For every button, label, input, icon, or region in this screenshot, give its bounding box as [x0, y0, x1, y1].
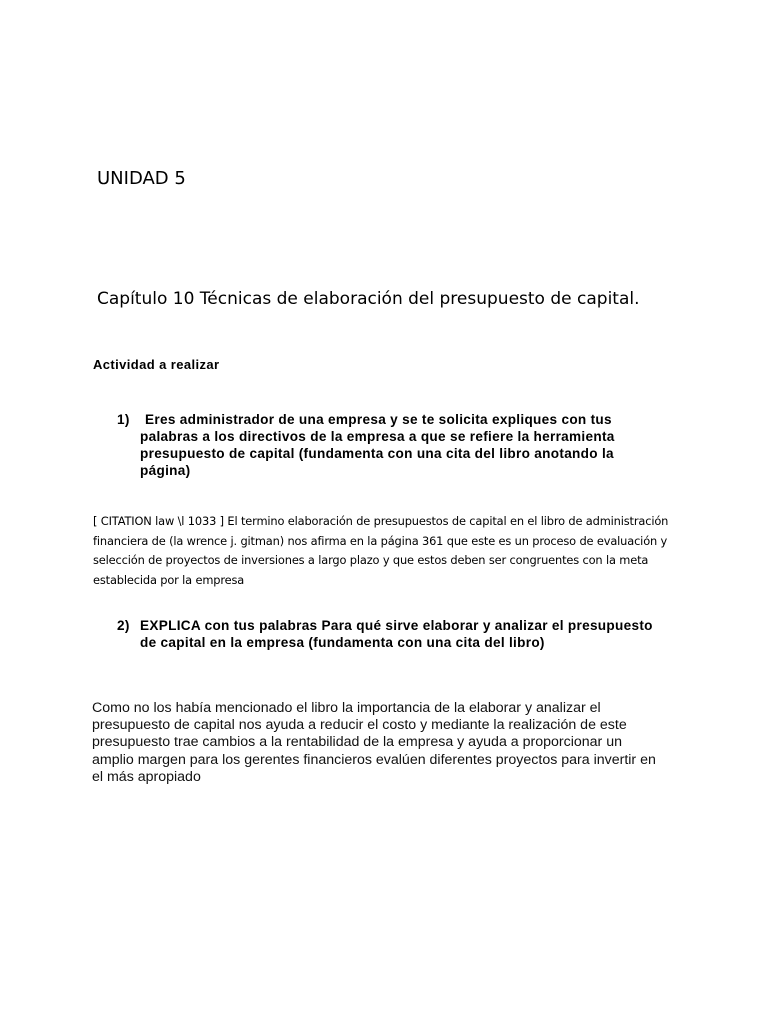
- question-1: [117, 411, 662, 479]
- question-2: [117, 617, 662, 651]
- answer-2: Como no los había mencionado el libro la importancia de la elaborar y analizar el presupuesto de capital nos ayuda a reducir el costo y mediante la realización de este presupuesto trae cambios a la rentabilidad de la empresa y ayuda a proporcionar un amplio margen para los gerentes financieros evalúen diferentes proyectos para invertir en el más apropiado: [92, 700, 656, 785]
- unit-title: UNIDAD 5: [97, 168, 186, 189]
- question-number: 1): [117, 412, 130, 427]
- question-number: 2): [117, 618, 130, 633]
- answer-1: [ CITATION law \l 1033 ] El termino elaboración de presupuestos de capital en el libro de administración financiera de (la wrence j. gitman) nos afirma en la página 361 que este es un proceso de evaluación y selección de proyectos de inversiones a largo plazo y que estos deben ser congruentes con la meta establecida por la empresa: [93, 514, 669, 587]
- question-text: Eres administrador de una empresa y se te solicita expliques con tus palabras a los directivos de la empresa a que se refiere la herramienta presupuesto de capital (fundamenta con una cita del libro anotando la página): [140, 412, 615, 478]
- question-text: EXPLICA con tus palabras Para qué sirve elaborar y analizar el presupuesto de capital en la empresa (fundamenta con una cita del libro): [140, 618, 653, 650]
- activity-heading: Actividad a realizar: [93, 357, 220, 372]
- chapter-title: Capítulo 10 Técnicas de elaboración del presupuesto de capital.: [97, 289, 640, 309]
